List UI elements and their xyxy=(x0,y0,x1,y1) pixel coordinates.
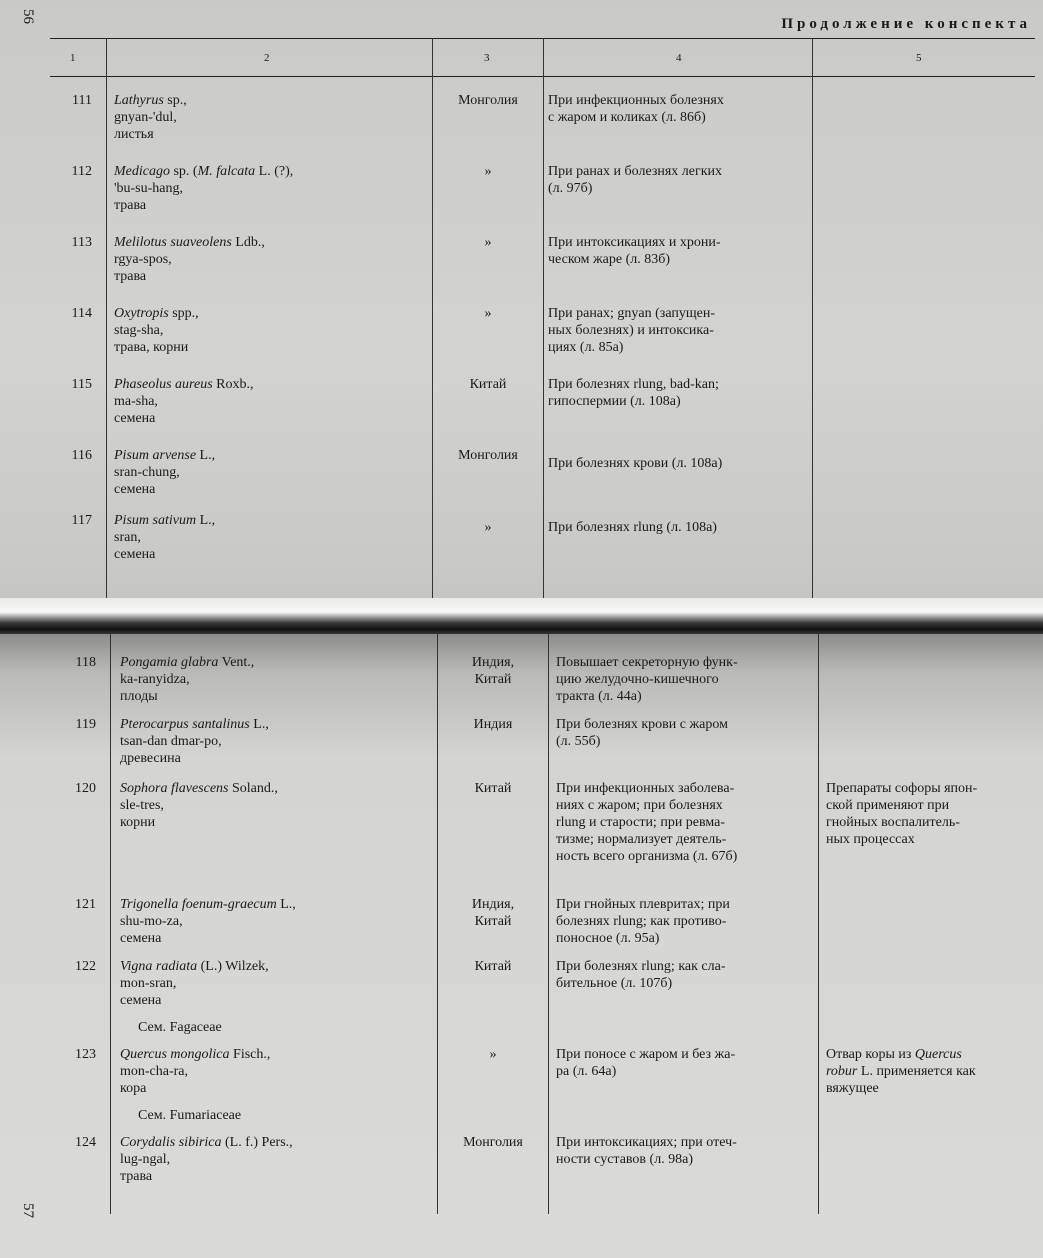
col-divider-1 xyxy=(110,634,111,1214)
family-heading-fumariaceae: Сем. Fumariaceae xyxy=(138,1108,242,1123)
usage: При инфекционных болезнях с жаром и коликах (л. 86б) xyxy=(548,93,724,125)
row-number: 113 xyxy=(71,235,92,250)
column-number-3: 3 xyxy=(484,52,490,64)
usage: При болезнях крови с жаром (л. 55б) xyxy=(556,717,728,749)
country: Монголия xyxy=(458,448,518,463)
book-gutter xyxy=(0,598,1043,638)
plant-name: Phaseolus aureus Roxb., ma-sha, семена xyxy=(114,377,254,426)
note: Отвар коры из Quercus robur L. применяется как вяжущее xyxy=(826,1047,976,1096)
usage: При интоксикациях; при отеч- ности суставов (л. 98а) xyxy=(556,1135,737,1167)
row-number: 115 xyxy=(71,377,92,392)
row-number: 114 xyxy=(71,306,92,321)
usage: При болезнях rlung; как сла- бительное (л. 107б) xyxy=(556,959,726,991)
plant-name: Pterocarpus santalinus L., tsan-dan dmar-po, древесина xyxy=(120,717,269,766)
page-56 xyxy=(0,0,1043,600)
col-divider-4 xyxy=(812,38,813,598)
row-number: 119 xyxy=(75,717,96,732)
country: Монголия xyxy=(463,1135,523,1150)
page-number-left: 56 xyxy=(20,9,36,24)
row-number: 112 xyxy=(71,164,92,179)
usage: При интоксикациях и хрони- ческом жаре (л. 83б) xyxy=(548,235,721,267)
plant-name: Pongamia glabra Vent., ka-ranyidza, плоды xyxy=(120,655,255,704)
column-number-4: 4 xyxy=(676,52,682,64)
row-number: 124 xyxy=(75,1135,96,1150)
country: Монголия xyxy=(458,93,518,108)
country: » xyxy=(484,306,492,321)
plant-name: Corydalis sibirica (L. f.) Pers., lug-ngal, трава xyxy=(120,1135,293,1184)
usage: При ранах; gnyan (запущен- ных болезнях) и интоксика- циях (л. 85а) xyxy=(548,306,715,355)
family-heading-fagaceae: Сем. Fagaceae xyxy=(138,1020,222,1035)
country: Китай xyxy=(474,781,512,796)
usage: При гнойных плевритах; при болезнях rlung; как противо- поносное (л. 95а) xyxy=(556,897,730,946)
plant-name: Melilotus suaveolens Ldb., rgya-spos, трава xyxy=(114,235,265,284)
row-number: 111 xyxy=(72,93,92,108)
running-header: Продолжение конспекта xyxy=(781,16,1031,32)
row-number: 116 xyxy=(71,448,92,463)
plant-name: Lathyrus sp., gnyan-'dul, листья xyxy=(114,93,187,142)
plant-name: Pisum sativum L., sran, семена xyxy=(114,513,216,562)
row-number: 120 xyxy=(75,781,96,796)
col-divider-4 xyxy=(818,634,819,1214)
usage: При болезнях rlung, bad-kan; гипоспермии (л. 108а) xyxy=(548,377,719,409)
country: Индия, Китай xyxy=(471,655,515,687)
row-number: 121 xyxy=(75,897,96,912)
note: Препараты софоры япон- ской применяют при гнойных воспалитель- ных процессах xyxy=(826,781,978,847)
country: » xyxy=(484,235,492,250)
country: Китай xyxy=(474,959,512,974)
usage: Повышает секреторную функ- цию желудочно-кишечного тракта (л. 44а) xyxy=(556,655,738,704)
usage: При инфекционных заболева- ниях с жаром; при болезнях rlung и старости; при ревма- тизме; нормализует деятель- ность всего организма (л. 67б) xyxy=(556,781,738,864)
country: » xyxy=(484,164,492,179)
plant-name: Pisum arvense L., sran-chung, семена xyxy=(114,448,216,497)
row-number: 123 xyxy=(75,1047,96,1062)
row-number: 118 xyxy=(75,655,96,670)
usage: При болезнях крови (л. 108а) xyxy=(548,456,723,471)
plant-name: Sophora flavescens Soland., sle-tres, корни xyxy=(120,781,278,830)
plant-name: Quercus mongolica Fisch., mon-cha-ra, кора xyxy=(120,1047,271,1096)
row-number: 122 xyxy=(75,959,96,974)
country: Индия, Китай xyxy=(471,897,515,929)
country: Китай xyxy=(469,377,507,392)
country: Индия xyxy=(473,717,513,732)
plant-name: Trigonella foenum-graecum L., shu-mo-za, семена xyxy=(120,897,296,946)
page-number-right: 57 xyxy=(20,1203,36,1218)
column-number-1: 1 xyxy=(70,52,76,64)
column-number-2: 2 xyxy=(264,52,270,64)
col-divider-3 xyxy=(548,634,549,1214)
country: » xyxy=(484,520,492,535)
plant-name: Oxytropis spp., stag-sha, трава, корни xyxy=(114,306,199,355)
plant-name: Vigna radiata (L.) Wilzek, mon-sran, семена xyxy=(120,959,269,1008)
page-57 xyxy=(0,634,1043,1258)
row-number: 117 xyxy=(71,513,92,528)
usage: При поносе с жаром и без жа- ра (л. 64а) xyxy=(556,1047,736,1079)
country: » xyxy=(489,1047,497,1062)
usage: При болезнях rlung (л. 108а) xyxy=(548,520,717,535)
col-divider-1 xyxy=(106,38,107,598)
column-number-5: 5 xyxy=(916,52,922,64)
plant-name: Medicago sp. (M. falcata L. (?), 'bu-su-hang, трава xyxy=(114,164,294,213)
col-divider-3 xyxy=(543,38,544,598)
usage: При ранах и болезнях легких (л. 97б) xyxy=(548,164,723,196)
